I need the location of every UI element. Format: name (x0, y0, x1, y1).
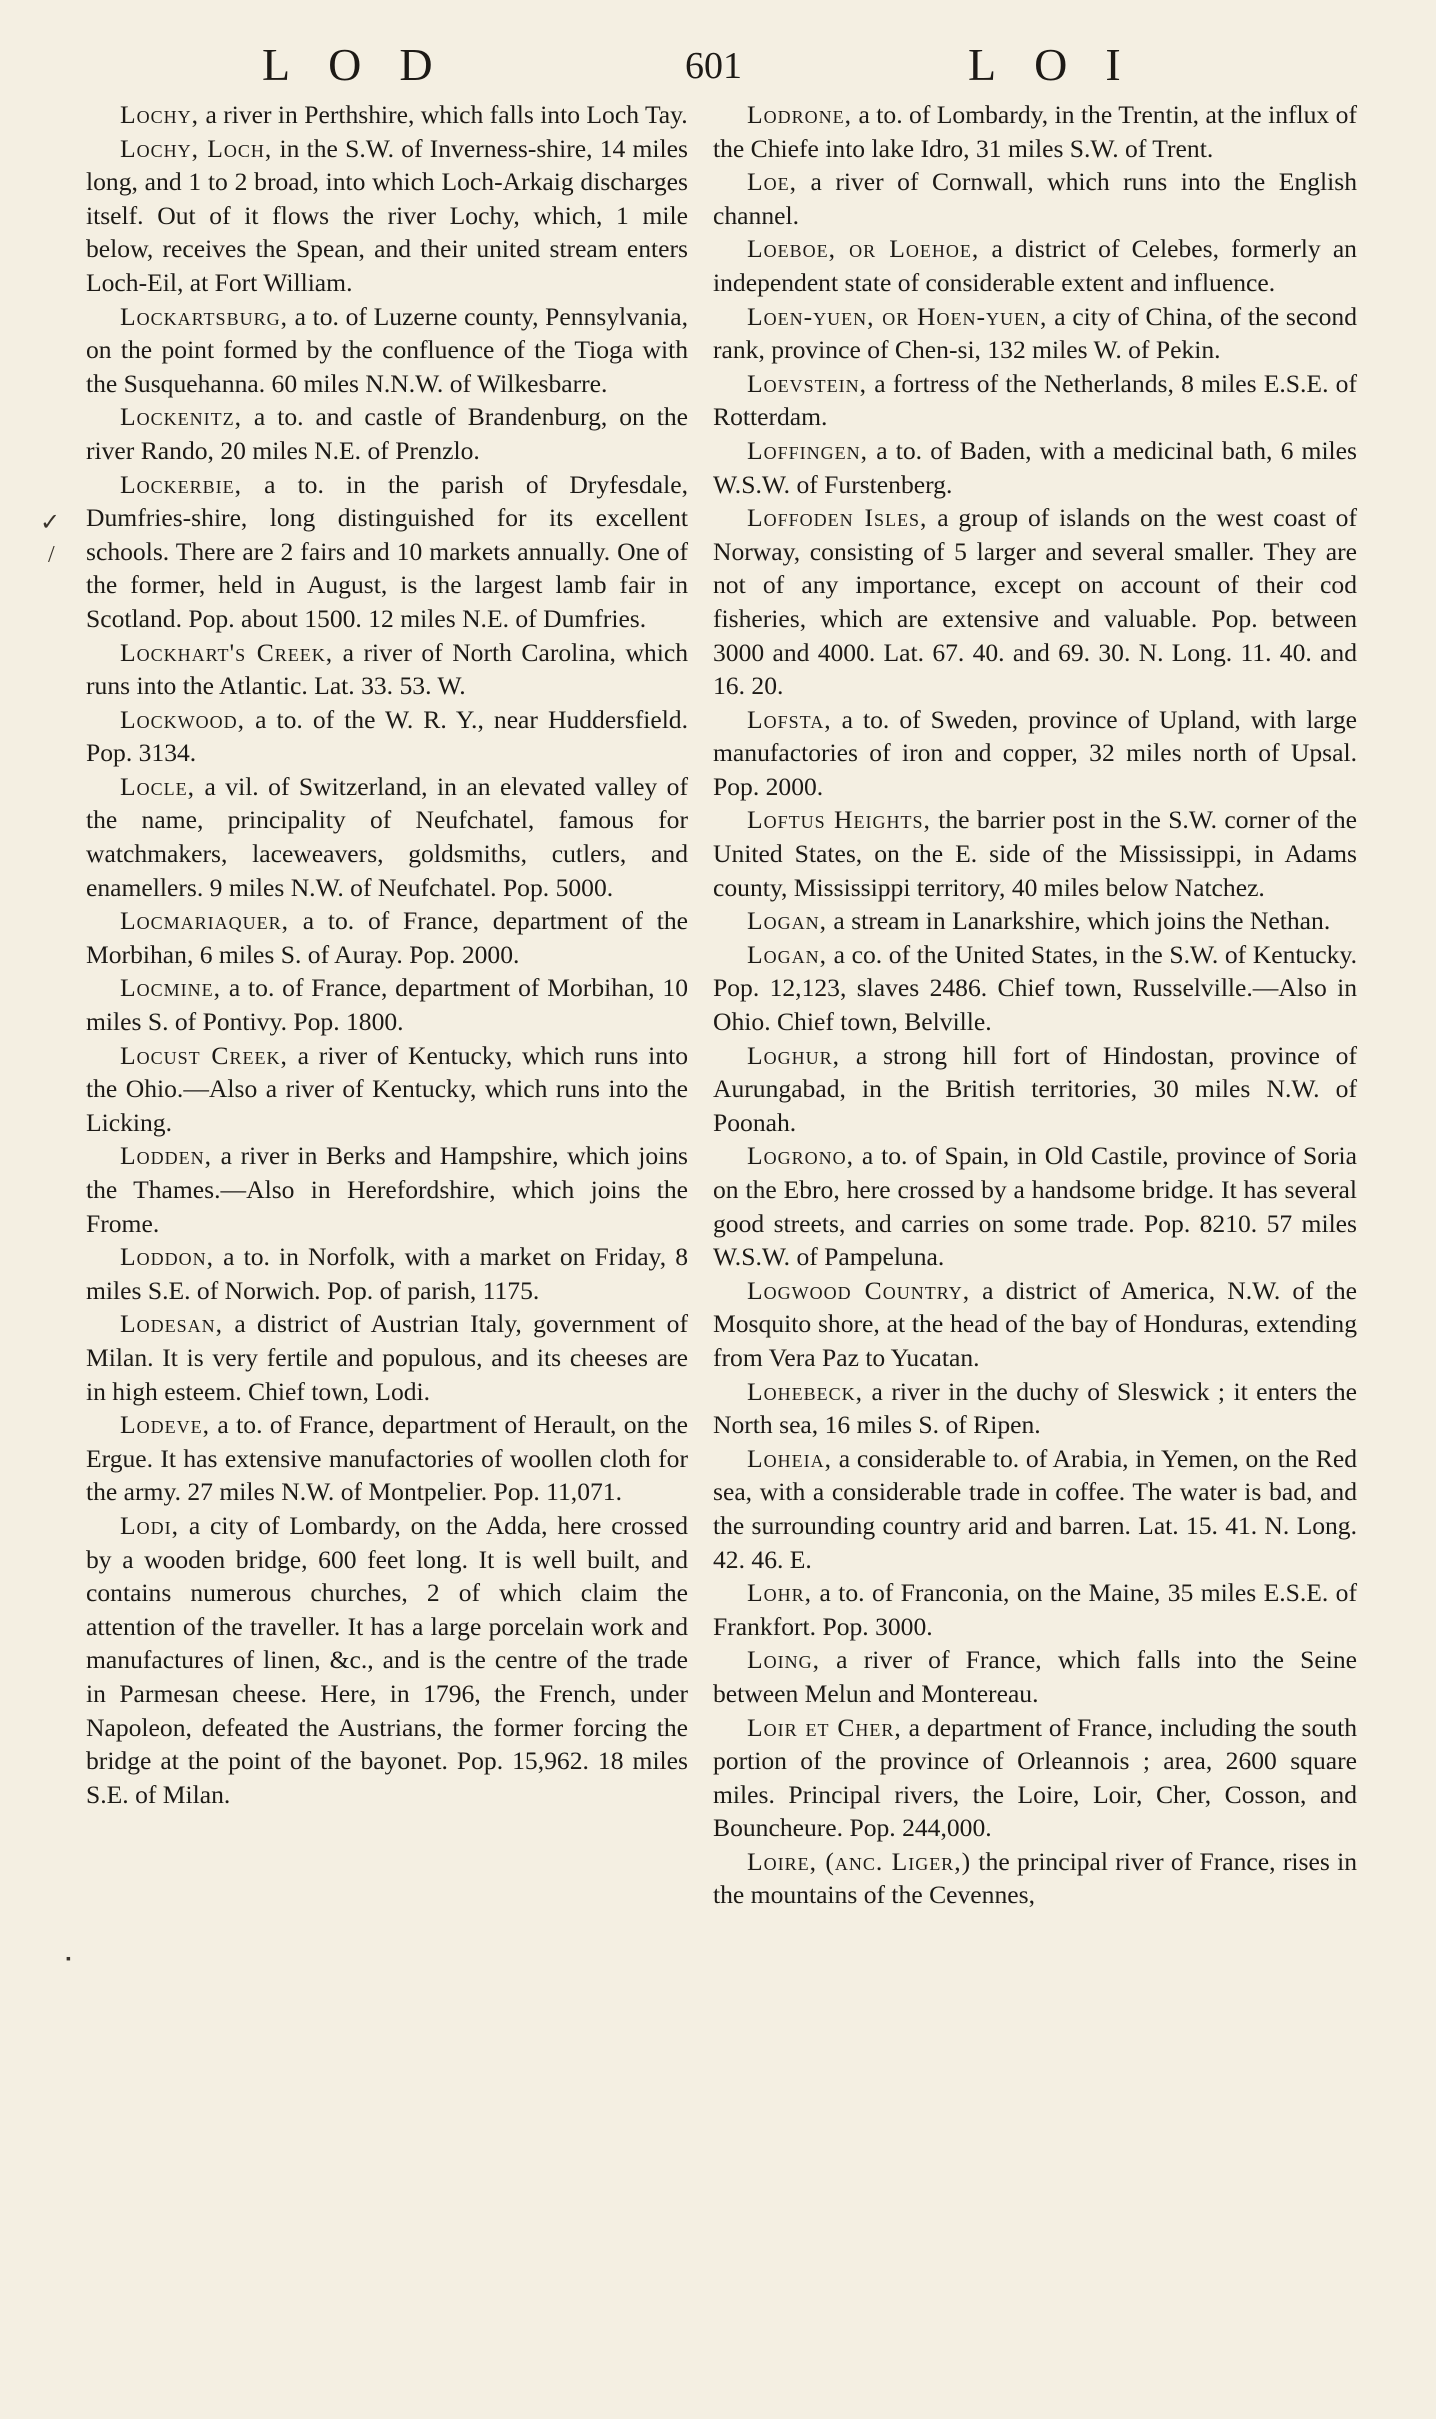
entry-headword: Locmariaquer, (120, 906, 290, 936)
dictionary-entry (86, 1307, 688, 1408)
dictionary-entry (713, 367, 1357, 434)
entry-headword: Lochy, Loch, (120, 133, 273, 163)
entry-text: a river of North Carolina, which runs into the Atlantic. Lat. 33. 53. W. (86, 637, 688, 701)
dictionary-entry (86, 636, 688, 703)
entry-headword: Lodi, (120, 1510, 180, 1540)
dictionary-entry (713, 98, 1357, 165)
running-head-left: LOD (262, 39, 471, 90)
entry-headword: Logan, (747, 939, 828, 969)
entry-headword: Loire, (anc. Liger,) (747, 1846, 972, 1876)
entry-headword: Lodden, (120, 1141, 213, 1171)
entry-headword: Lodesan, (120, 1309, 224, 1339)
entry-headword: Loen-yuen, or Hoen-yuen, (747, 301, 1048, 331)
entry-headword: Loheia, (747, 1443, 833, 1473)
entry-text: a vil. of Switzerland, in an elevated valley of the name, principality of Neufchatel, famous for watchmakers, laceweavers, goldsmiths, cutlers, and enamellers. 9 miles N.W. of Neufchatel. Pop. 5000. (86, 771, 688, 902)
dictionary-entry (86, 300, 688, 401)
entry-headword: Loghur, (747, 1040, 841, 1070)
dictionary-entry (86, 703, 688, 770)
entry-headword: Lockerbie, (120, 469, 243, 499)
dictionary-entry (713, 1711, 1357, 1845)
entry-text: a co. of the United States, in the S.W. of Kentucky. Pop. 12,123, slaves 2486. Chief town, Russelville.—Also in Ohio. Chief town, Belville. (713, 939, 1357, 1037)
dictionary-entry (713, 803, 1357, 904)
entry-headword: Loffoden Isles, (747, 503, 928, 533)
dictionary-entry (713, 1039, 1357, 1140)
dictionary-entry (713, 232, 1357, 299)
entry-text: a stream in Lanarkshire, which joins the Nethan. (827, 906, 1331, 936)
entry-headword: Loir et Cher, (747, 1712, 902, 1742)
entry-headword: Locle, (120, 771, 196, 801)
entry-headword: Lohebeck, (747, 1376, 864, 1406)
entry-headword: Lockwood, (120, 704, 246, 734)
running-head-right: LOI (968, 39, 1159, 90)
dictionary-entry (713, 1375, 1357, 1442)
left-column (86, 98, 688, 1811)
entry-headword: Lockartsburg, (120, 301, 288, 331)
entry-headword: Loeboe, or Loehoe, (747, 234, 980, 264)
entry-text: a fortress of the Netherlands, 8 miles E.S.E. of Rotterdam. (713, 368, 1357, 432)
dictionary-entry (713, 1845, 1357, 1912)
entry-headword: Locmine, (120, 973, 222, 1003)
dictionary-entry (86, 904, 688, 971)
dictionary-entry (713, 165, 1357, 232)
dictionary-entry (713, 1643, 1357, 1710)
entry-text: a district of Celebes, formerly an independent state of considerable extent and influence. (713, 234, 1357, 297)
dictionary-entry (86, 1408, 688, 1509)
entry-text: a to. of Franconia, on the Maine, 35 miles E.S.E. of Frankfort. Pop. 3000. (713, 1578, 1357, 1641)
entry-text: the barrier post in the S.W. corner of the United States, on the E. side of the Mississippi, in Adams county, Mississippi territory, 40 miles below Natchez. (713, 805, 1357, 902)
entry-headword: Lohr, (747, 1578, 813, 1608)
entry-text: a to. in Norfolk, with a market on Friday, 8 miles S.E. of Norwich. Pop. of parish, 1175. (86, 1242, 688, 1305)
margin-mark: ✓ (40, 510, 61, 536)
dictionary-entry (713, 703, 1357, 804)
page-number: 601 (685, 45, 742, 87)
entry-headword: Loe, (747, 167, 798, 197)
entry-headword: Loevstein, (747, 368, 868, 398)
dictionary-entry (86, 400, 688, 467)
entry-text: a to. in the parish of Dryfesdale, Dumfries-shire, long distinguished for its excellent schools. There are 2 fairs and 10 markets annually. One of the former, held in August, is the largest lamb fair in Scotland. Pop. about 1500. 12 miles N.E. of Dumfries. (86, 469, 688, 633)
entry-text: in the S.W. of Inverness-shire, 14 miles long, and 1 to 2 broad, into which Loch-Arkaig discharges itself. Out of it flows the river Lochy, which, 1 mile below, receives the Spean, and their united stream enters Loch-Eil, at Fort William. (86, 133, 688, 297)
entry-text: a considerable to. of Arabia, in Yemen, on the Red sea, with a considerable trade in coffee. The water is bad, and the surrounding country arid and barren. Lat. 15. 41. N. Long. 42. 46. E. (713, 1443, 1357, 1574)
entry-text: a river in the duchy of Sleswick ; it enters the North sea, 16 miles S. of Ripen. (713, 1376, 1357, 1440)
entry-text: a to. of Spain, in Old Castile, province of Soria on the Ebro, here crossed by a handsome bridge. It has several good streets, and carries on some trade. Pop. 8210. 57 miles W.S.W. of Pampeluna. (713, 1141, 1357, 1272)
entry-text: a river in Perthshire, which falls into Loch Tay. (199, 100, 688, 129)
entry-headword: Logwood Country, (747, 1275, 971, 1305)
entry-text: a strong hill fort of Hindostan, province of Aurungabad, in the British territories, 30 miles N.W. of Poonah. (713, 1040, 1357, 1137)
dictionary-entry (713, 1139, 1357, 1273)
dictionary-entry (713, 1442, 1357, 1576)
entry-text: a to. of France, department of Morbihan, 10 miles S. of Pontivy. Pop. 1800. (86, 973, 688, 1037)
dictionary-entry (86, 1240, 688, 1307)
entry-headword: Lodrone, (747, 100, 853, 129)
entry-text: a river of Kentucky, which runs into the Ohio.—Also a river of Kentucky, which runs into the Licking. (86, 1040, 688, 1137)
dictionary-entry (86, 132, 688, 300)
page-header (0, 38, 1436, 98)
entry-text: a river of France, which falls into the Seine between Melun and Montereau. (713, 1645, 1357, 1708)
margin-mark: / (48, 542, 55, 568)
entry-text: a city of China, of the second rank, province of Chen-si, 132 miles W. of Pekin. (713, 301, 1357, 365)
entry-text: a to. and castle of Brandenburg, on the river Rando, 20 miles N.E. of Prenzlo. (86, 402, 688, 465)
dictionary-entry (86, 1139, 688, 1240)
right-column (713, 98, 1357, 1912)
entry-text: a group of islands on the west coast of Norway, consisting of 5 larger and several smaller. They are not of any importance, except on account of their cod fisheries, which are extensive and valuable. Pop. between 3000 and 4000. Lat. 67. 40. and 69. 30. N. Long. 11. 40. and 16. 20. (713, 503, 1357, 701)
entry-headword: Logan, (747, 906, 828, 936)
entry-text: a to. of Luzerne county, Pennsylvania, on the point formed by the confluence of the Tioga with the Susquehanna. 60 miles N.N.W. of Wilkesbarre. (86, 301, 688, 398)
dictionary-entry (86, 468, 688, 636)
entry-headword: Logrono, (747, 1141, 855, 1171)
dictionary-entry (86, 971, 688, 1038)
entry-text: a to. of Sweden, province of Upland, with large manufactories of iron and copper, 32 miles north of Upsal. Pop. 2000. (713, 704, 1357, 801)
entry-text: the principal river of France, rises in the mountains of the Cevennes, (713, 1846, 1357, 1910)
dictionary-entry (713, 501, 1357, 703)
entry-headword: Loddon, (120, 1242, 215, 1272)
entry-headword: Loftus Heights, (747, 805, 931, 835)
entry-text: a to. of Lombardy, in the Trentin, at the influx of the Chiefe into lake Idro, 31 miles S.W. of Trent. (713, 100, 1357, 163)
margin-mark: ▪ (66, 1952, 71, 1967)
entry-text: a to. of France, department of the Morbihan, 6 miles S. of Auray. Pop. 2000. (86, 906, 688, 969)
entry-headword: Loing, (747, 1645, 821, 1675)
dictionary-entry (86, 98, 688, 132)
dictionary-entry (713, 938, 1357, 1039)
entry-headword: Lofsta, (747, 704, 832, 734)
entry-text: a district of Austrian Italy, government of Milan. It is very fertile and populous, and its cheeses are in high esteem. Chief town, Lodi. (86, 1309, 688, 1406)
dictionary-entry (713, 1576, 1357, 1643)
entry-text: a river of Cornwall, which runs into the English channel. (713, 167, 1357, 230)
entry-text: a river in Berks and Hampshire, which joins the Thames.—Also in Herefordshire, which joins the Frome. (86, 1141, 688, 1238)
entry-headword: Lochy, (120, 100, 200, 129)
dictionary-entry (86, 1509, 688, 1811)
entry-text: a to. of the W. R. Y., near Huddersfield. Pop. 3134. (86, 704, 688, 768)
dictionary-entry (713, 434, 1357, 501)
entry-headword: Loffingen, (747, 435, 869, 465)
entry-text: a to. of Baden, with a medicinal bath, 6 miles W.S.W. of Furstenberg. (713, 435, 1357, 499)
entry-text: a district of America, N.W. of the Mosquito shore, at the head of the bay of Honduras, extending from Vera Paz to Yucatan. (713, 1275, 1357, 1372)
entry-headword: Locust Creek, (120, 1040, 288, 1070)
entry-headword: Lockenitz, (120, 402, 243, 432)
dictionary-entry (713, 904, 1357, 938)
entry-text: a department of France, including the south portion of the province of Orleannois ; area, 2600 square miles. Principal rivers, the Loire, Loir, Cher, Cosson, and Bouncheure. Pop. 244,000. (713, 1712, 1357, 1843)
dictionary-entry (713, 300, 1357, 367)
entry-headword: Lockhart's Creek, (120, 637, 334, 667)
dictionary-entry (86, 1039, 688, 1140)
dictionary-entry (713, 1274, 1357, 1375)
entry-text: a city of Lombardy, on the Adda, here crossed by a wooden bridge, 600 feet long. It is well built, and contains numerous churches, 2 of which claim the attention of the traveller. It has a large porcelain work and manufactures of linen, &c., and is the centre of the trade in Parmesan cheese. Here, in 1796, the French, under Napoleon, defeated the Austrians, the former forcing the bridge at the point of the bayonet. Pop. 15,962. 18 miles S.E. of Milan. (86, 1510, 688, 1809)
entry-text: a to. of France, department of Herault, on the Ergue. It has extensive manufactories of woollen cloth for the army. 27 miles N.W. of Montpelier. Pop. 11,071. (86, 1410, 688, 1507)
entry-headword: Lodeve, (120, 1410, 211, 1440)
dictionary-entry (86, 770, 688, 904)
